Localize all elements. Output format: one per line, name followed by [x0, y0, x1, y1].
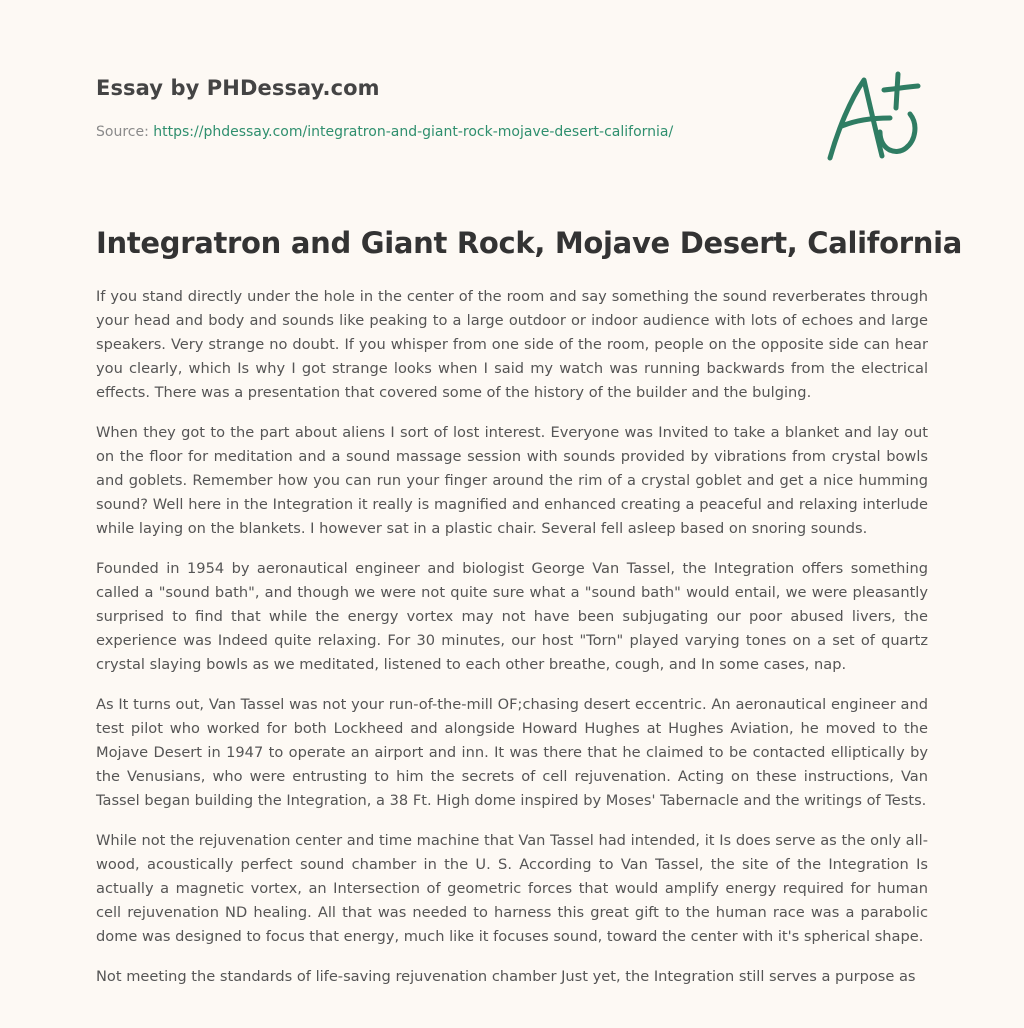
essay-paragraph: Not meeting the standards of life-saving rejuvenation chamber Just yet, the Integration still serves a purpose as — [96, 968, 916, 985]
essay-paragraph: Founded in 1954 by aeronautical engineer and biologist George Van Tassel, the Integration offers something called a "sound bath", and though we were not quite sure what a "sound bath" would entail, we were pleasantly surprised to find that while the energy vortex may not have been subjugating our poor abused livers, the experience was Indeed quite relaxing. For 30 minutes, our host "Torn" played varying tones on a set of quartz crystal slaying bowls as we meditated, listened to each other breathe, cough, and In some cases, nap. — [96, 560, 928, 673]
essay-paragraph: While not the rejuvenation center and time machine that Van Tassel had intended, it Is does serve as the only all-wood, acoustically perfect sound chamber in the U. S. According to Van Tassel, the site of the Integration Is actually a magnetic vortex, an Intersection of geometric forces that would amplify energy required for human cell rejuvenation ND healing. All that was needed to harness this great gift to the human race was a parabolic dome was designed to focus that energy, much like it focuses sound, toward the center with it's spherical shape. — [96, 832, 928, 945]
essay-paragraph: When they got to the part about aliens I sort of lost interest. Everyone was Invited to take a blanket and lay out on the floor for meditation and a sound massage session with sounds provided by vibrations from crystal bowls and goblets. Remember how you can run your finger around the rim of a crystal goblet and get a nice humming sound? Well here in the Integration it really is magnified and enhanced creating a peaceful and relaxing interlude while laying on the blankets. I however sat in a plastic chair. Several fell asleep based on snoring sounds. — [96, 424, 928, 537]
essay-paragraph: As It turns out, Van Tassel was not your run-of-the-mill OF;chasing desert eccentric. An aeronautical engineer and test pilot who worked for both Lockheed and alongside Howard Hughes at Hughes Aviation, he moved to the Mojave Desert in 1947 to operate an airport and inn. It was there that he claimed to be contacted elliptically by the Venusians, who were entrusting to him the secrets of cell rejuvenation. Acting on these instructions, Van Tassel began building the Integration, a 38 Ft. High dome inspired by Moses' Tabernacle and the writings of Tests. — [96, 696, 928, 809]
logo-a-crossbar — [842, 118, 890, 126]
essay-body — [96, 285, 928, 1005]
essay-title: Integratron and Giant Rock, Mojave Desert, California — [96, 226, 962, 260]
source-line — [96, 124, 673, 140]
source-label: Source: — [96, 124, 154, 140]
a-plus-icon — [820, 68, 930, 168]
essay-page — [96, 0, 962, 1028]
brand-title: Essay by PHDessay.com — [96, 76, 380, 100]
source-link[interactable]: https://phdessay.com/integratron-and-giant-rock-mojave-desert-california/ — [153, 124, 674, 140]
essay-paragraph: If you stand directly under the hole in the center of the room and say something the sound reverberates through your head and body and sounds like peaking to a large outdoor or indoor audience with lots of echoes and large speakers. Very strange no doubt. If you whisper from one side of the room, people on the opposite side can hear you clearly, which Is why I got strange looks when I said my watch was running backwards from the electrical effects. There was a presentation that covered some of the history of the builder and the bulging. — [96, 288, 928, 401]
logo-plus-horizontal — [884, 86, 918, 90]
